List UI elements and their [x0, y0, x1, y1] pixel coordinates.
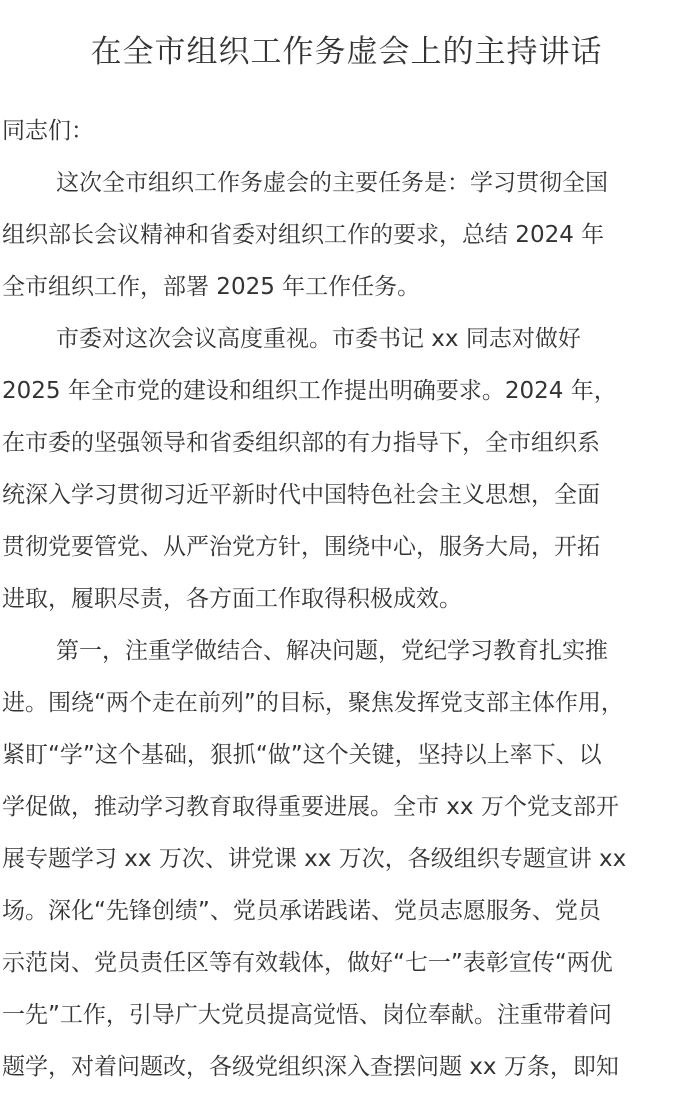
- paragraph-line: 统深入学习贯彻习近平新时代中国特色社会主义思想，全面: [2, 482, 600, 508]
- paragraph-line: 这次全市组织工作务虚会的主要任务是：学习贯彻全国: [56, 170, 608, 196]
- paragraph-line: 市委对这次会议高度重视。市委书记 xx 同志对做好: [56, 326, 581, 352]
- paragraph-line: 学促做，推动学习教育取得重要进展。全市 xx 万个党支部开: [2, 794, 619, 820]
- paragraph-line: 进。围绕“两个走在前列”的目标，聚焦发挥党支部主体作用，: [2, 690, 624, 716]
- paragraph-line: 进取，履职尽责，各方面工作取得积极成效。: [2, 586, 462, 612]
- paragraph-line: 在市委的坚强领导和省委组织部的有力指导下，全市组织系: [2, 430, 600, 456]
- paragraph-line: 组织部长会议精神和省委对组织工作的要求，总结 2024 年: [2, 222, 605, 248]
- paragraph-line: 题学，对着问题改，各级党组织深入查摆问题 xx 万条，即知: [2, 1054, 619, 1080]
- paragraph-line: 第一，注重学做结合、解决问题，党纪学习教育扎实推: [56, 638, 608, 664]
- paragraph-line: 2025 年全市党的建设和组织工作提出明确要求。2024 年，: [2, 378, 617, 404]
- salutation: 同志们：: [2, 118, 94, 144]
- paragraph-line: 全市组织工作，部署 2025 年工作任务。: [2, 274, 421, 300]
- document-title: 在全市组织工作务虚会上的主持讲话: [90, 34, 603, 70]
- paragraph-line: 示范岗、党员责任区等有效载体，做好“七一”表彰宣传“两优: [2, 950, 613, 976]
- paragraph-line: 一先”工作，引导广大党员提高觉悟、岗位奉献。注重带着问: [2, 1002, 612, 1028]
- paragraph-line: 场。深化“先锋创绩”、党员承诺践诺、党员志愿服务、党员: [2, 898, 601, 924]
- paragraph-line: 贯彻党要管党、从严治党方针，围绕中心，服务大局，开拓: [2, 534, 600, 560]
- paragraph-line: 展专题学习 xx 万次、讲党课 xx 万次，各级组织专题宣讲 xx: [2, 846, 627, 872]
- paragraph-line: 紧盯“学”这个基础，狠抓“做”这个关键，坚持以上率下、以: [2, 742, 602, 768]
